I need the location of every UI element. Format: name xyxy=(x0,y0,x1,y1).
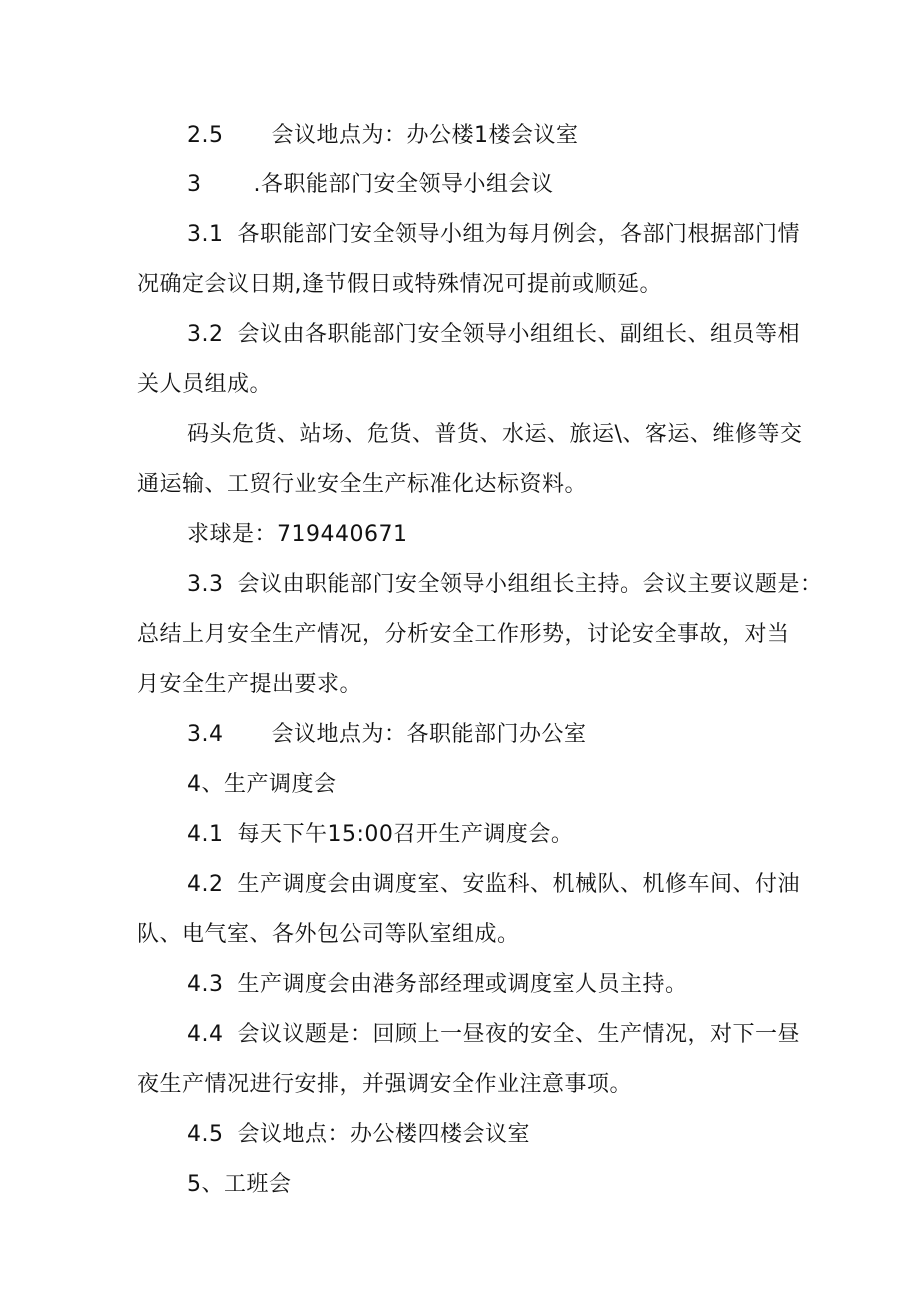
line-text: 况确定会议日期,逢节假日或特殊情况可提前或顺延。 xyxy=(137,272,662,297)
line-insert-2 xyxy=(187,520,407,550)
line-text: 通运输、工贸行业安全生产标准化达标资料。 xyxy=(137,472,588,497)
line-4-3 xyxy=(187,970,688,1000)
line-text: 队、电气室、各外包公司等队室组成。 xyxy=(137,922,520,947)
line-text: 4、生产调度会 xyxy=(187,772,337,797)
line-text: 会议由职能部门安全领导小组组长主持。会议主要议题是： xyxy=(237,572,823,597)
line-4-4 xyxy=(187,1020,800,1050)
line-text: 会议议题是：回顾上一昼夜的安全、生产情况，对下一昼 xyxy=(237,1022,801,1047)
line-4-5 xyxy=(187,1120,530,1150)
section-number: 4.5 xyxy=(187,1122,224,1147)
line-text: 会议由各职能部门安全领导小组组长、副组长、组员等相 xyxy=(237,322,801,347)
line-text: 会议地点为：办公楼1楼会议室 xyxy=(271,123,579,148)
line-4-4-cont xyxy=(137,1070,632,1100)
line-3-2-cont xyxy=(137,370,272,400)
line-3-1-cont xyxy=(137,270,662,300)
line-4-2-cont xyxy=(137,920,520,950)
section-number: 4.1 xyxy=(187,822,224,847)
section-number: 2.5 xyxy=(187,123,224,148)
section-number: 3 xyxy=(187,172,202,197)
line-text: 求球是：719440671 xyxy=(187,522,408,547)
line-text: 生产调度会由港务部经理或调度室人员主持。 xyxy=(237,972,688,997)
line-3-3-cont-1 xyxy=(137,620,790,650)
line-insert-1-cont xyxy=(137,470,587,500)
line-4-2 xyxy=(187,870,800,900)
section-number: 3.2 xyxy=(187,322,224,347)
line-text: 夜生产情况进行安排，并强调安全作业注意事项。 xyxy=(137,1072,633,1097)
section-number: 3.4 xyxy=(187,722,224,747)
line-3-4 xyxy=(187,720,587,750)
section-number: 3.1 xyxy=(187,222,224,247)
line-text: 每天下午15:00召开生产调度会。 xyxy=(237,822,574,847)
line-text: 码头危货、站场、危货、普货、水运、旅运\、客运、维修等交 xyxy=(187,422,803,447)
section-number: 4.2 xyxy=(187,872,224,897)
line-3-heading xyxy=(187,170,554,200)
line-3-3 xyxy=(187,570,823,600)
line-text: 总结上月安全生产情况，分析安全工作形势，讨论安全事故，对当 xyxy=(137,622,790,647)
line-text: 生产调度会由调度室、安监科、机械队、机修车间、付油 xyxy=(237,872,801,897)
line-text: 关人员组成。 xyxy=(137,372,273,397)
line-3-1 xyxy=(187,220,800,250)
section-number: 4.3 xyxy=(187,972,224,997)
line-text: 各职能部门安全领导小组为每月例会，各部门根据部门情 xyxy=(237,222,801,247)
line-text: .各职能部门安全领导小组会议 xyxy=(253,172,554,197)
line-text: 5、工班会 xyxy=(187,1172,292,1197)
line-text: 会议地点：办公楼四楼会议室 xyxy=(237,1122,531,1147)
line-3-3-cont-2 xyxy=(137,670,362,700)
section-number: 4.4 xyxy=(187,1022,224,1047)
line-insert-1 xyxy=(187,420,802,450)
line-3-2 xyxy=(187,320,800,350)
line-text: 月安全生产提出要求。 xyxy=(137,672,363,697)
line-text: 会议地点为：各职能部门办公室 xyxy=(271,722,587,747)
line-2-5 xyxy=(187,121,579,151)
line-4-heading xyxy=(187,770,337,800)
line-4-1 xyxy=(187,820,573,850)
section-number: 3.3 xyxy=(187,572,224,597)
line-5-heading xyxy=(187,1170,292,1200)
